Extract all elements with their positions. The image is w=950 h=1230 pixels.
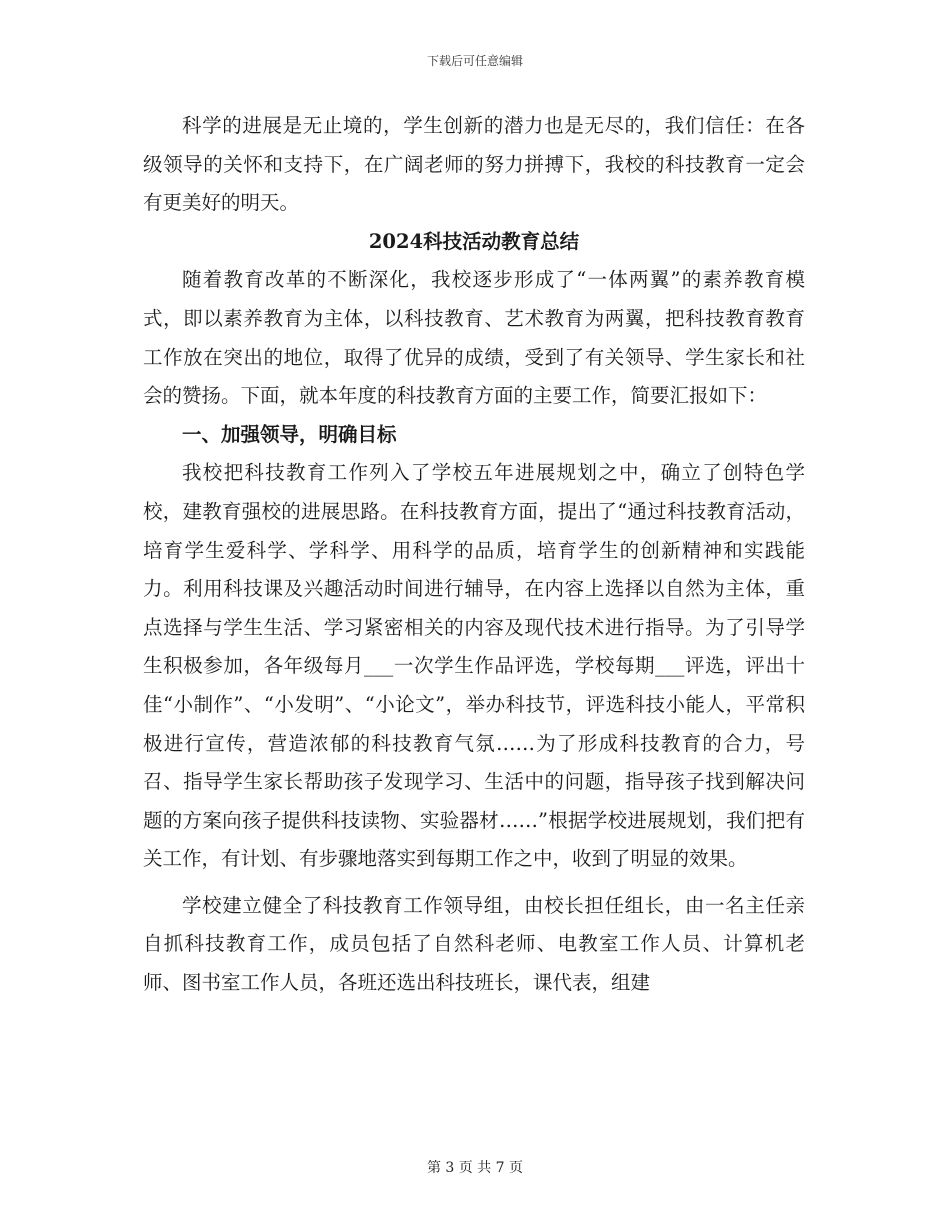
page-number: 第 3 页 共 7 页 xyxy=(426,1160,524,1176)
intro-paragraph: 随着教育改革的不断深化，我校逐步形成了“一体两翼”的素养教育模式，即以素养教育为主体，以科技教育、艺术教育为两翼，把科技教育教育工作放在突出的地位，取得了优异的成绩，受到了有关领导、学生家长和社会的赞扬。下面，就本年度的科技教育方面的主要工作，简要汇报如下： xyxy=(143,268,805,408)
body-paragraph: 学校建立健全了科技教育工作领导组，由校长担任组长，由一名主任亲自抓科技教育工作，成员包括了自然科老师、电教室工作人员、计算机老师、图书室工作人员，各班还选出科技班长，课代表，组建 xyxy=(143,893,805,995)
body-paragraph: 我校把科技教育工作列入了学校五年进展规划之中，确立了创特色学校，建教育强校的进展思路。在科技教育方面，提出了“通过科技教育活动，培育学生爱科学、学科学、用科学的品质，培育学生的创新精神和实践能力。利用科技课及兴趣活动时间进行辅导，在内容上选择以自然为主体，重点选择与学生生活、学习紧密相关的内容及现代技术进行指导。为了引导学生积极参加，各年级每月___一次学生作品评选，学校每期___评选，评出十佳“小制作”、“小发明”、“小论文”，举办科技节，评选科技小能人，平常积极进行宣传，营造浓郁的科技教育气氛……为了形成科技教育的合力，号召、指导学生家长帮助孩子发现学习、生活中的问题，指导孩子找到解决问题的方案向孩子提供科技读物、实验器材……”根据学校进展规划，我们把有关工作，有计划、有步骤地落实到每期工作之中，收到了明显的效果。 xyxy=(143,461,805,871)
document-title: 2024科技活动教育总结 xyxy=(368,229,580,253)
section-heading: 一、加强领导，明确目标 xyxy=(182,422,397,446)
closing-paragraph: 科学的进展是无止境的，学生创新的潜力也是无尽的，我们信任：在各级领导的关怀和支持下，在广阔老师的努力拼搏下，我校的科技教育一定会有更美好的明天。 xyxy=(143,114,805,215)
page-header: 下载后可任意编辑 xyxy=(426,54,523,68)
document-body xyxy=(143,107,805,1003)
